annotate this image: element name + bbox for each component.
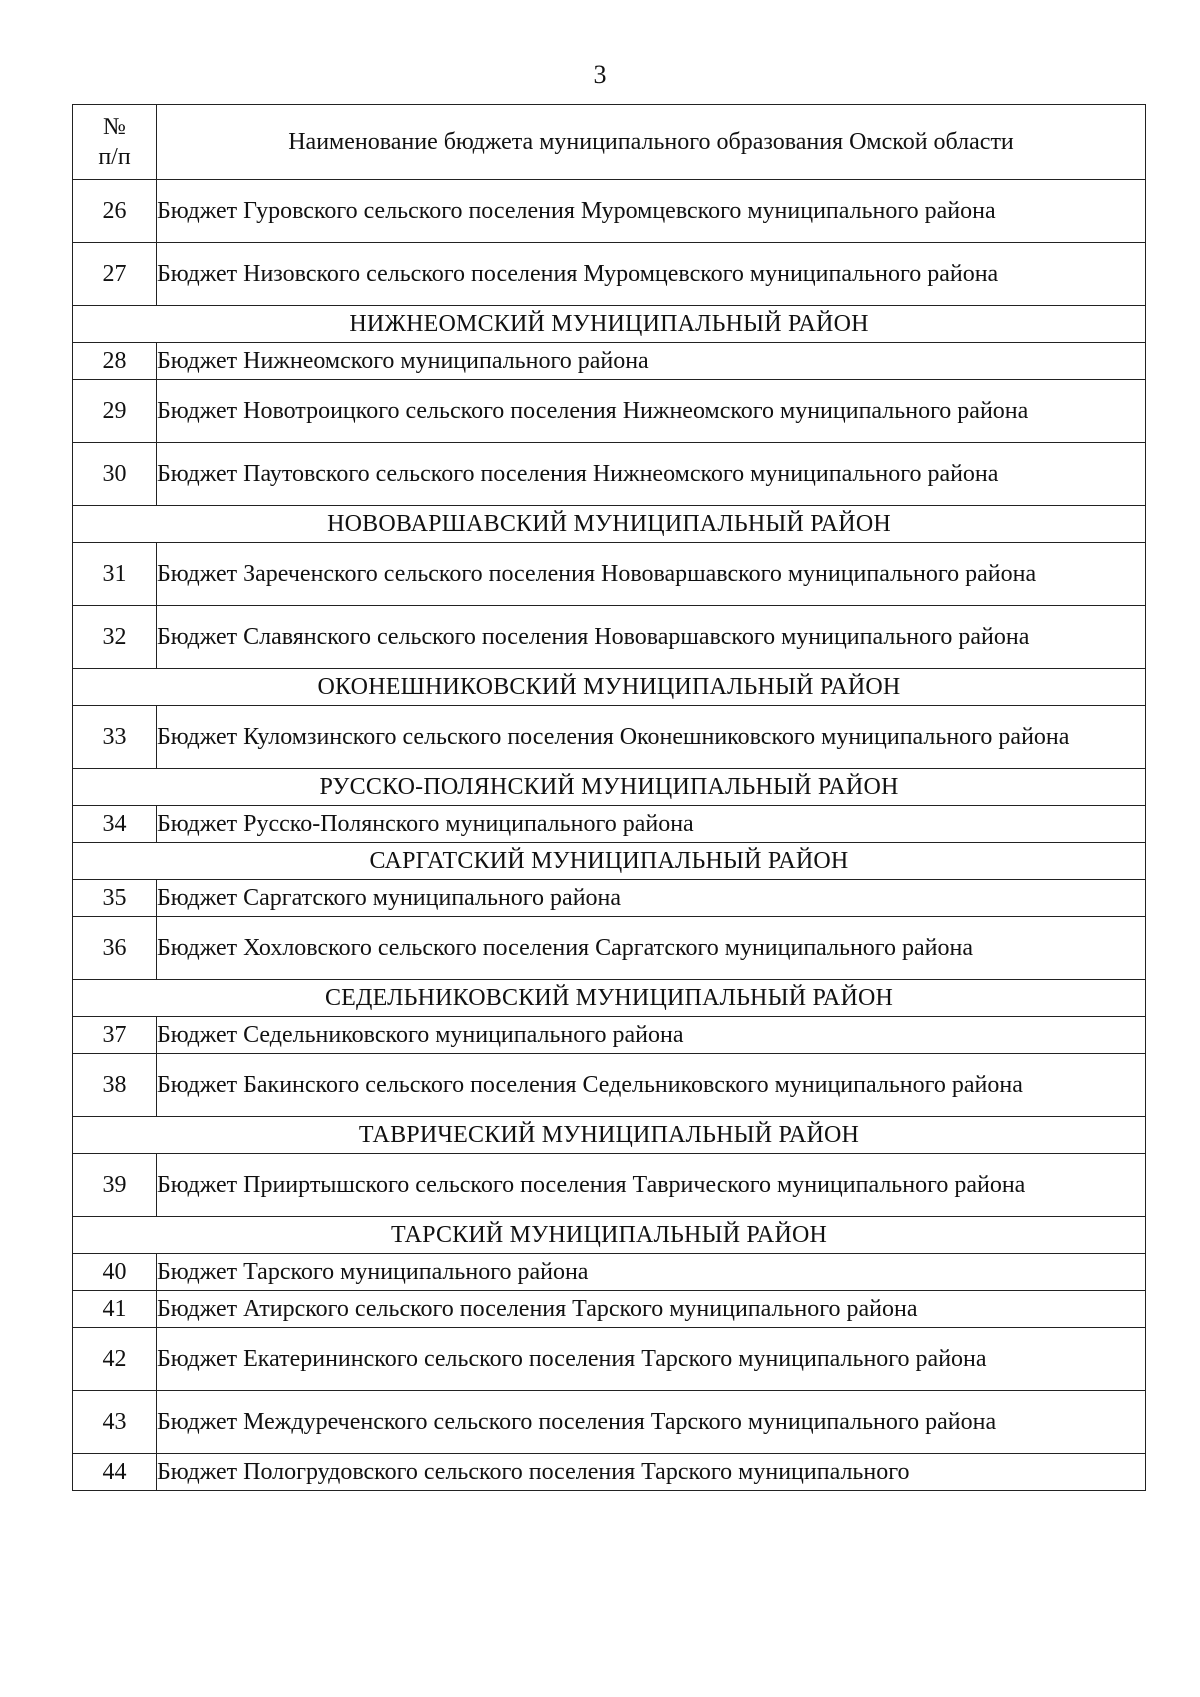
section-row	[73, 1217, 1146, 1254]
table-row	[73, 606, 1146, 669]
section-title: НОВОВАРШАВСКИЙ МУНИЦИПАЛЬНЫЙ РАЙОН	[73, 506, 1146, 543]
table-row	[73, 1291, 1146, 1328]
section-title: ТАВРИЧЕСКИЙ МУНИЦИПАЛЬНЫЙ РАЙОН	[73, 1117, 1146, 1154]
budget-name: Бюджет Нижнеомского муниципального района	[157, 343, 1146, 380]
row-number: 35	[73, 880, 157, 917]
budget-name: Бюджет Зареченского сельского поселения Нововаршавского муниципального района	[157, 543, 1146, 606]
table-row	[73, 1391, 1146, 1454]
table-row	[73, 1017, 1146, 1054]
table-row	[73, 880, 1146, 917]
budget-name: Бюджет Славянского сельского поселения Нововаршавского муниципального района	[157, 606, 1146, 669]
budget-name: Бюджет Саргатского муниципального района	[157, 880, 1146, 917]
column-header-number: № п/п	[73, 105, 157, 180]
budget-name: Бюджет Тарского муниципального района	[157, 1254, 1146, 1291]
row-number: 42	[73, 1328, 157, 1391]
budget-name: Бюджет Паутовского сельского поселения Нижнеомского муниципального района	[157, 443, 1146, 506]
budget-name: Бюджет Седельниковского муниципального района	[157, 1017, 1146, 1054]
table-row	[73, 380, 1146, 443]
section-row	[73, 843, 1146, 880]
row-number: 26	[73, 180, 157, 243]
table-row	[73, 1254, 1146, 1291]
budget-name: Бюджет Гуровского сельского поселения Муромцевского муниципального района	[157, 180, 1146, 243]
section-row	[73, 769, 1146, 806]
section-row	[73, 669, 1146, 706]
row-number: 32	[73, 606, 157, 669]
budget-name: Бюджет Междуреченского сельского поселения Тарского муниципального района	[157, 1391, 1146, 1454]
row-number: 41	[73, 1291, 157, 1328]
budget-name: Бюджет Прииртышского сельского поселения Таврического муниципального района	[157, 1154, 1146, 1217]
table-row	[73, 543, 1146, 606]
budget-name: Бюджет Куломзинского сельского поселения Оконешниковского муниципального района	[157, 706, 1146, 769]
table-row	[73, 343, 1146, 380]
row-number: 34	[73, 806, 157, 843]
section-title: ТАРСКИЙ МУНИЦИПАЛЬНЫЙ РАЙОН	[73, 1217, 1146, 1254]
table-row	[73, 443, 1146, 506]
row-number: 28	[73, 343, 157, 380]
table-row	[73, 806, 1146, 843]
section-title: НИЖНЕОМСКИЙ МУНИЦИПАЛЬНЫЙ РАЙОН	[73, 306, 1146, 343]
budget-table	[72, 104, 1146, 1491]
section-title: РУССКО-ПОЛЯНСКИЙ МУНИЦИПАЛЬНЫЙ РАЙОН	[73, 769, 1146, 806]
table-row	[73, 1054, 1146, 1117]
page-number: 3	[593, 60, 607, 89]
row-number: 33	[73, 706, 157, 769]
table-body	[73, 180, 1146, 1491]
budget-name: Бюджет Низовского сельского поселения Муромцевского муниципального района	[157, 243, 1146, 306]
section-row	[73, 980, 1146, 1017]
section-row	[73, 306, 1146, 343]
row-number: 39	[73, 1154, 157, 1217]
table-row	[73, 1328, 1146, 1391]
budget-name: Бюджет Новотроицкого сельского поселения Нижнеомского муниципального района	[157, 380, 1146, 443]
table-row	[73, 917, 1146, 980]
section-row	[73, 1117, 1146, 1154]
table-row	[73, 243, 1146, 306]
table-row	[73, 706, 1146, 769]
row-number: 43	[73, 1391, 157, 1454]
section-title: СЕДЕЛЬНИКОВСКИЙ МУНИЦИПАЛЬНЫЙ РАЙОН	[73, 980, 1146, 1017]
budget-name: Бюджет Атирского сельского поселения Тарского муниципального района	[157, 1291, 1146, 1328]
budget-name: Бюджет Русско-Полянского муниципального района	[157, 806, 1146, 843]
row-number: 29	[73, 380, 157, 443]
table-row	[73, 1454, 1146, 1491]
row-number: 37	[73, 1017, 157, 1054]
section-title: САРГАТСКИЙ МУНИЦИПАЛЬНЫЙ РАЙОН	[73, 843, 1146, 880]
budget-name: Бюджет Екатерининского сельского поселения Тарского муниципального района	[157, 1328, 1146, 1391]
budget-name: Бюджет Хохловского сельского поселения Саргатского муниципального района	[157, 917, 1146, 980]
budget-name: Бюджет Бакинского сельского поселения Седельниковского муниципального района	[157, 1054, 1146, 1117]
section-title: ОКОНЕШНИКОВСКИЙ МУНИЦИПАЛЬНЫЙ РАЙОН	[73, 669, 1146, 706]
budget-name: Бюджет Пологрудовского сельского поселения Тарского муниципального	[157, 1454, 1146, 1491]
row-number: 36	[73, 917, 157, 980]
row-number: 38	[73, 1054, 157, 1117]
row-number: 40	[73, 1254, 157, 1291]
table-header-row	[73, 105, 1146, 180]
row-number: 27	[73, 243, 157, 306]
table-row	[73, 1154, 1146, 1217]
column-header-name: Наименование бюджета муниципального образования Омской области	[157, 105, 1146, 180]
row-number: 44	[73, 1454, 157, 1491]
section-row	[73, 506, 1146, 543]
row-number: 31	[73, 543, 157, 606]
row-number: 30	[73, 443, 157, 506]
table-row	[73, 180, 1146, 243]
